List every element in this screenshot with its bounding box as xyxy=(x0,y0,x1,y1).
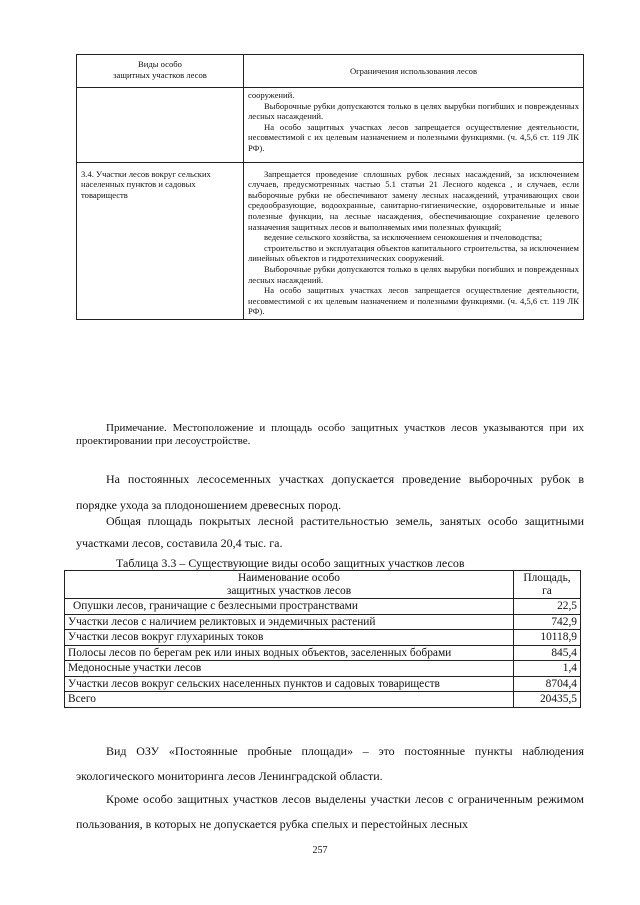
row-name: Медоносные участки лесов xyxy=(65,661,514,677)
header-restrictions: Ограничения использования лесов xyxy=(244,55,584,88)
header-name-line2: защитных участков лесов xyxy=(226,584,352,597)
row-name: Участки лесов вокруг глухариных токов xyxy=(65,630,514,646)
paragraph: На постоянных лесосеменных участках допускается проведение выборочных рубок в порядке ухода за плодоношением древесных пород. xyxy=(76,472,584,512)
table-caption: Таблица 3.3 – Существующие виды особо защитных участков лесов xyxy=(116,556,465,570)
header-name-line1: Наименование особо xyxy=(237,572,341,584)
paragraph: Кроме особо защитных участков лесов выделены участки лесов с ограниченным режимом пользования, в которых не допускается рубка спелых и перестойных лесных xyxy=(76,792,584,831)
table-row xyxy=(65,614,581,630)
header-area-value xyxy=(514,571,581,599)
cell-paragraph: сооружений. xyxy=(248,90,295,100)
table-row xyxy=(65,630,581,646)
header-value-line1: Площадь, xyxy=(523,572,571,584)
cell-paragraph: ведение сельского хозяйства, за исключением сенокошения и пчеловодства; xyxy=(264,232,543,243)
table-row xyxy=(65,645,581,661)
table-cell-empty xyxy=(77,88,244,163)
table-header-row xyxy=(77,55,584,88)
row-name: Участки лесов с наличием реликтовых и эндемичных растений xyxy=(65,614,514,630)
row-value: 742,9 xyxy=(514,614,581,630)
header-area-type xyxy=(65,571,514,599)
row-value: 10118,9 xyxy=(514,630,581,646)
row-name: Участки лесов вокруг сельских населенных пунктов и садовых товариществ xyxy=(65,676,514,692)
header-forest-types xyxy=(77,55,244,88)
cell-paragraph: строительство и эксплуатация объектов капитального строительства, за исключением линейных объектов и гидротехнических сооружений. xyxy=(248,242,579,264)
cell-paragraph: Выборочные рубки допускаются только в целях вырубки погибших и поврежденных лесных насаждений. xyxy=(248,100,579,122)
table-row xyxy=(65,661,581,677)
table-row xyxy=(65,599,581,615)
header-col1-line1: Виды особо xyxy=(138,59,182,69)
row-name: Полосы лесов по берегам рек или иных водных объектов, заселенных бобрами xyxy=(65,645,514,661)
table-row xyxy=(77,88,584,163)
protected-areas-table xyxy=(64,570,581,708)
page-number: 257 xyxy=(312,845,328,856)
row-value: 8704,4 xyxy=(514,676,581,692)
table-cell-restrictions xyxy=(244,88,584,163)
row-value: 22,5 xyxy=(514,599,581,615)
cell-paragraph: Запрещается проведение сплошных рубок лесных насаждений, за исключением случаев, предусмотренных частью 5.1 статьи 21 Лесного кодекса , и случаев, если выборочные рубки не обеспечивают замену лесных насаждений, утрачивающих свои средообразующие, водоохранные, санитарно-гигиенические, оздоровительные и иные полезные функции, на лесные насаждения, обеспечивающие сохранение целевого назначения защитных лесов и выполняемых ими полезных функций; xyxy=(248,168,579,232)
paragraph: Общая площадь покрытых лесной растительностью земель, занятых особо защитными участками лесов, составила 20,4 тыс. га. xyxy=(76,514,584,550)
table-header-row xyxy=(65,571,581,599)
row-name: Опушки лесов, граничащие с безлесными пространствами xyxy=(65,599,514,615)
total-label: Всего xyxy=(65,692,514,708)
cell-paragraph: На особо защитных участках лесов запрещается осуществление деятельности, несовместимой с их целевым назначением и полезными функциями. (ч. 4,5,6 ст. 119 ЛК РФ). xyxy=(248,285,579,317)
table-cell-name: 3.4. Участки лесов вокруг сельских населенных пунктов и садовых товариществ xyxy=(77,162,244,319)
header-col1-line2: защитных участков лесов xyxy=(113,69,207,80)
cell-paragraph: На особо защитных участках лесов запрещается осуществление деятельности, несовместимой с их целевым назначением и полезными функциями. (ч. 4,5,6 ст. 119 ЛК РФ). xyxy=(248,121,579,153)
row-value: 845,4 xyxy=(514,645,581,661)
cell-paragraph: Выборочные рубки допускаются только в целях вырубки погибших и поврежденных лесных насаждений. xyxy=(248,263,579,285)
restrictions-table xyxy=(76,54,584,320)
table-cell-restrictions xyxy=(244,162,584,319)
table-row xyxy=(77,162,584,319)
table-note: Примечание. Местоположение и площадь особо защитных участков лесов указываются при их проектировании при лесоустройстве. xyxy=(76,422,584,447)
row-value: 1,4 xyxy=(514,661,581,677)
total-value: 20435,5 xyxy=(514,692,581,708)
table-total-row xyxy=(65,692,581,708)
table-row xyxy=(65,676,581,692)
paragraph: Вид ОЗУ «Постоянные пробные площади» – это постоянные пункты наблюдения экологического мониторинга лесов Ленинградской области. xyxy=(76,744,584,783)
header-value-line2: га xyxy=(542,584,552,597)
